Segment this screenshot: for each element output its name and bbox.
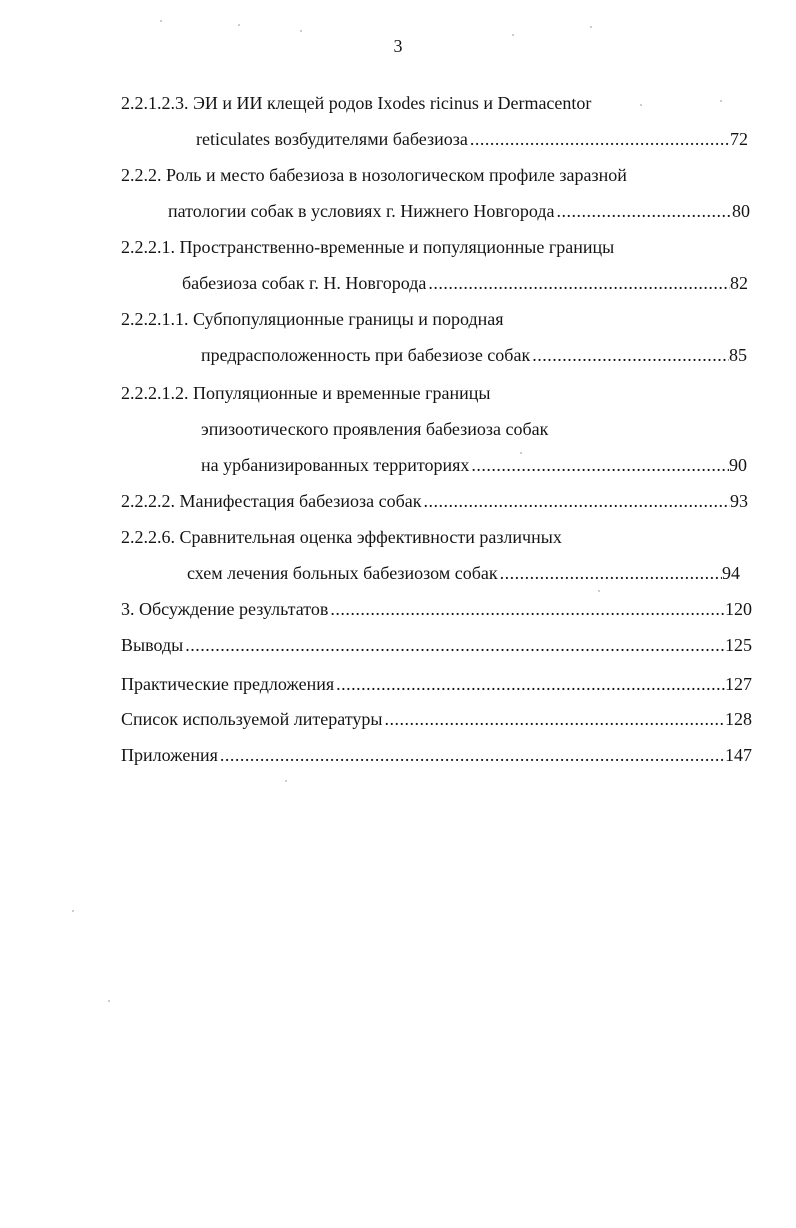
toc-entry-2-2-2-1 [182,270,748,296]
toc-entry-text: предрасположенность при бабезиозе собак [201,345,531,365]
toc-page-number: 120 [725,599,752,619]
toc-entry-text: 2.2.2.6. Сравнительная оценка эффективности различных [121,527,562,547]
toc-entry-text: Приложения [121,745,218,765]
toc-page-number: 82 [730,273,748,293]
scan-speck [72,910,74,912]
toc-entry-text: 3. Обсуждение результатов [121,599,329,619]
toc-entry-text: на урбанизированных территориях [201,455,470,475]
toc-page-number: 125 [725,635,752,655]
toc-heading-2-2-2-1-2-cont [201,416,548,442]
toc-entry-2-2-2-2 [121,488,748,514]
toc-entry-2-2-1-2-3 [196,126,748,152]
toc-entry-text: 2.2.2.1. Пространственно-временные и популяционные границы [121,237,615,257]
toc-entry-text: эпизоотического проявления бабезиоза собак [201,419,549,439]
toc-heading-2-2-2-1-1 [121,306,504,332]
toc-entry-text: reticulates возбудителями бабезиоза [196,129,468,149]
toc-page-number: 147 [725,745,752,765]
toc-entry-text: патологии собак в условиях г. Нижнего Новгорода [168,201,555,221]
dot-leader [423,488,730,514]
toc-entry-text: 2.2.2.1.2. Популяционные и временные границы [121,383,491,403]
scan-speck [512,34,514,36]
toc-heading-2-2-2-1-2 [121,380,490,406]
toc-entry-references [121,706,752,732]
scan-speck [108,1000,110,1002]
dot-leader [532,342,729,368]
toc-entry-2-2-2-1-1 [201,342,747,368]
dot-leader [336,671,725,697]
toc-entry-text: Список используемой литературы [121,709,383,729]
scan-speck [238,24,240,26]
toc-entry-text: Практические предложения [121,674,335,694]
dot-leader [185,632,725,658]
toc-page-number: 93 [730,491,748,511]
toc-entry-text: 2.2.1.2.3. ЭИ и ИИ клещей родов Ixodes ricinus и Dermacentor [121,93,592,113]
toc-entry-2-2-2-1-2 [201,452,747,478]
toc-entry-text: 2.2.2. Роль и место бабезиоза в нозологическом профиле заразной [121,165,627,185]
toc-entry-practical-proposals [121,671,752,697]
page-number: 3 [393,36,403,56]
scan-speck [160,20,162,22]
dot-leader [556,198,732,224]
toc-entry-discussion [121,596,752,622]
toc-page-number: 128 [725,709,752,729]
toc-entry-appendices [121,742,752,768]
scan-speck [598,590,600,592]
toc-entry-text: Выводы [121,635,184,655]
toc-entry-text: 2.2.2.2. Манифестация бабезиоза собак [121,491,422,511]
dot-leader [330,596,725,622]
toc-page-number: 72 [730,129,748,149]
toc-page-number: 94 [722,563,740,583]
dot-leader [470,126,730,152]
dot-leader [471,452,729,478]
dot-leader [220,742,725,768]
scan-speck [520,452,522,454]
toc-heading-2-2-2 [121,162,627,188]
toc-heading-2-2-1-2-3 [121,90,591,116]
toc-heading-2-2-2-6 [121,524,562,550]
toc-page-number: 85 [729,345,747,365]
toc-entry-conclusions [121,632,752,658]
scan-speck [285,780,287,782]
toc-entry-text: схем лечения больных бабезиозом собак [187,563,498,583]
toc-entry-2-2-2 [168,198,750,224]
scan-speck [300,30,302,32]
toc-page-number: 90 [729,455,747,475]
toc-page-number: 127 [725,674,752,694]
toc-entry-2-2-2-6 [187,560,740,586]
dot-leader [500,560,722,586]
dot-leader [384,706,725,732]
scan-speck [720,100,722,102]
toc-entry-text: бабезиоза собак г. Н. Новгорода [182,273,427,293]
toc-page-number: 80 [732,201,750,221]
toc-heading-2-2-2-1 [121,234,614,260]
dot-leader [428,270,730,296]
scan-speck [640,104,642,106]
scan-speck [590,26,592,28]
toc-entry-text: 2.2.2.1.1. Субпопуляционные границы и породная [121,309,504,329]
